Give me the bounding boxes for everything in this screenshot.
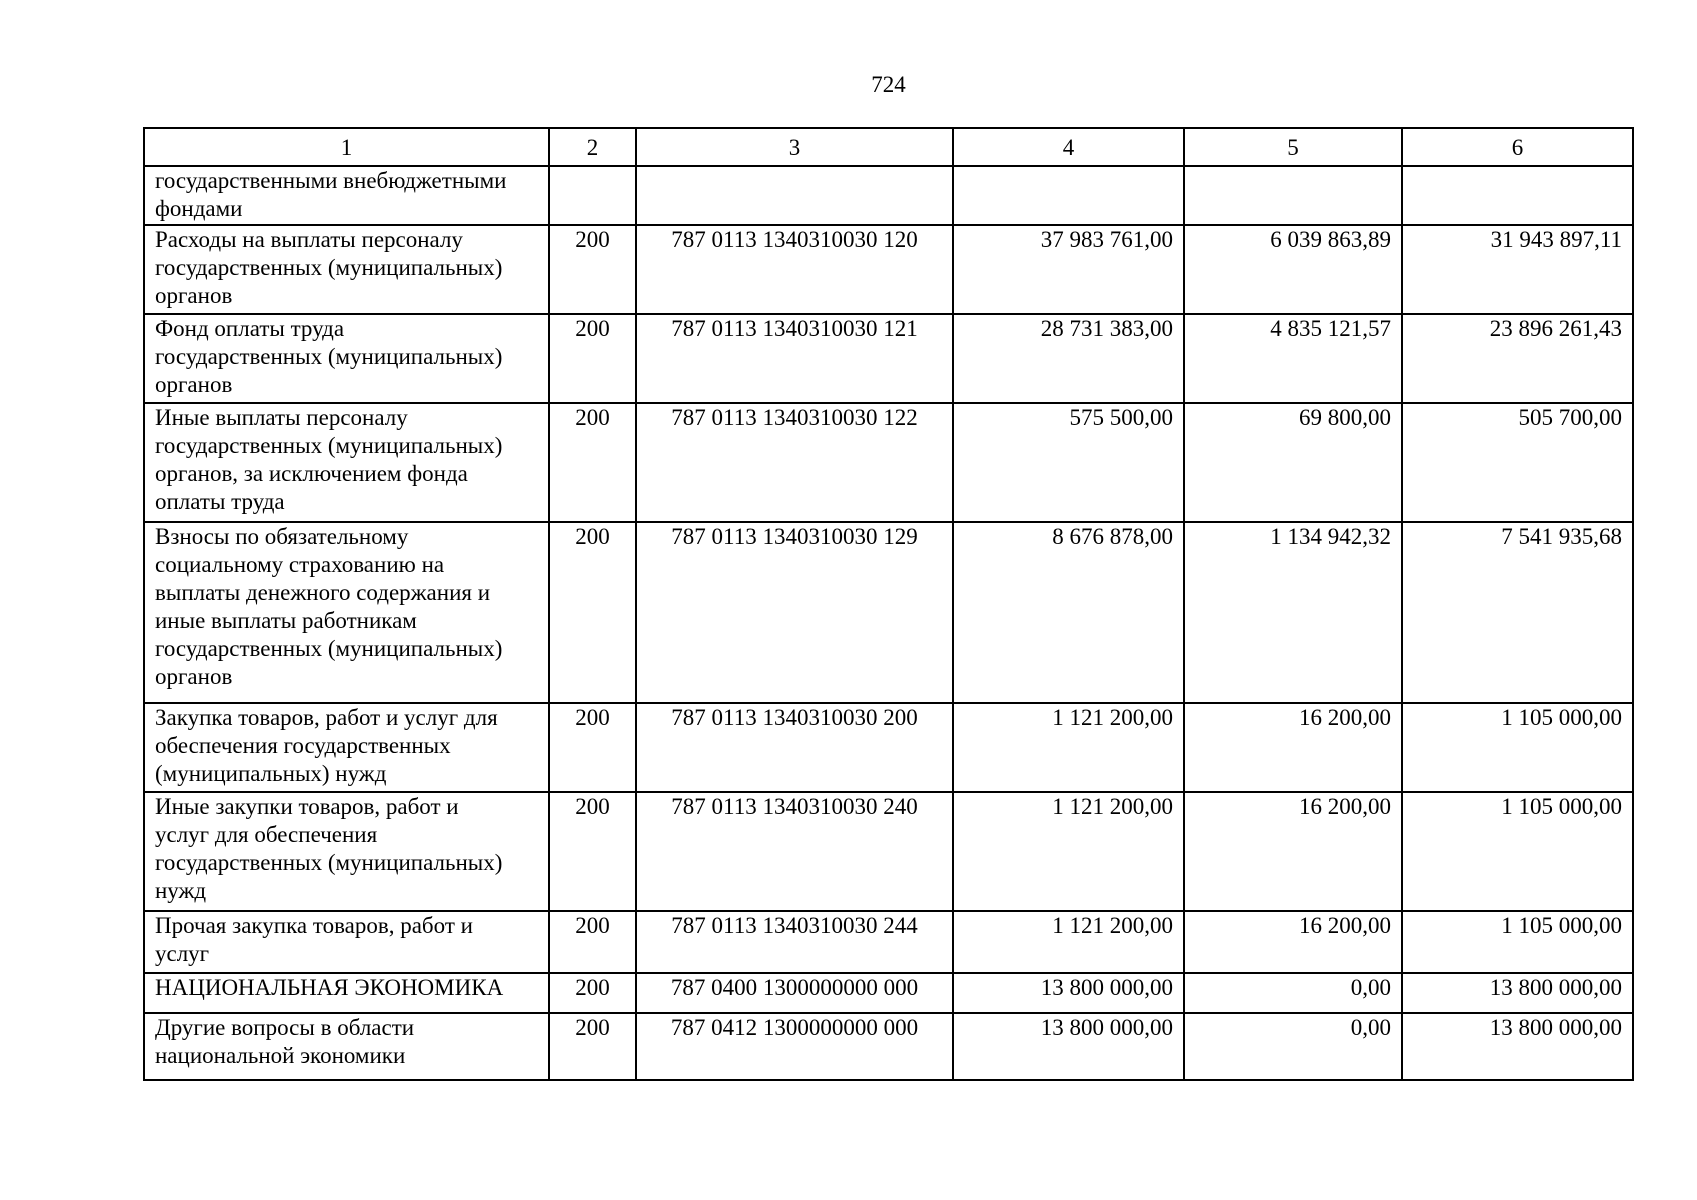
table-row [144, 792, 1633, 911]
row-executed-amount [1184, 166, 1402, 225]
row-name-cell [144, 911, 549, 973]
row-approved-amount: 28 731 383,00 [953, 314, 1184, 403]
row-line-code: 200 [549, 225, 636, 314]
row-unexecuted-amount: 505 700,00 [1402, 403, 1633, 522]
row-approved-amount: 575 500,00 [953, 403, 1184, 522]
table-row [144, 1013, 1633, 1080]
row-budget-code: 787 0113 1340310030 121 [636, 314, 953, 403]
row-executed-amount: 16 200,00 [1184, 792, 1402, 911]
budget-execution-table [143, 127, 1634, 1081]
table-row [144, 403, 1633, 522]
row-budget-code [636, 166, 953, 225]
row-approved-amount [953, 166, 1184, 225]
table-row [144, 166, 1633, 225]
row-line-code: 200 [549, 1013, 636, 1080]
column-header-3: 3 [636, 128, 953, 166]
row-name: Прочая закупка товаров, работ и услуг [155, 913, 473, 966]
row-unexecuted-amount [1402, 166, 1633, 225]
row-unexecuted-amount: 1 105 000,00 [1402, 911, 1633, 973]
row-approved-amount: 37 983 761,00 [953, 225, 1184, 314]
table-row [144, 911, 1633, 973]
row-line-code: 200 [549, 703, 636, 792]
row-approved-amount: 1 121 200,00 [953, 792, 1184, 911]
row-approved-amount: 13 800 000,00 [953, 973, 1184, 1013]
row-line-code [549, 166, 636, 225]
row-unexecuted-amount: 7 541 935,68 [1402, 522, 1633, 703]
row-executed-amount: 16 200,00 [1184, 911, 1402, 973]
table-header-row [144, 128, 1633, 166]
row-budget-code: 787 0400 1300000000 000 [636, 973, 953, 1013]
row-name: Расходы на выплаты персоналу государственных (муниципальных) органов [155, 227, 503, 308]
row-line-code: 200 [549, 973, 636, 1013]
row-budget-code: 787 0113 1340310030 240 [636, 792, 953, 911]
row-budget-code: 787 0113 1340310030 244 [636, 911, 953, 973]
row-unexecuted-amount: 1 105 000,00 [1402, 703, 1633, 792]
row-executed-amount: 0,00 [1184, 973, 1402, 1013]
row-approved-amount: 1 121 200,00 [953, 911, 1184, 973]
row-executed-amount: 6 039 863,89 [1184, 225, 1402, 314]
row-unexecuted-amount: 23 896 261,43 [1402, 314, 1633, 403]
table-row [144, 314, 1633, 403]
column-header-4: 4 [953, 128, 1184, 166]
row-executed-amount: 16 200,00 [1184, 703, 1402, 792]
row-executed-amount: 0,00 [1184, 1013, 1402, 1080]
row-name-cell [144, 703, 549, 792]
row-executed-amount: 69 800,00 [1184, 403, 1402, 522]
table-row [144, 225, 1633, 314]
row-line-code: 200 [549, 911, 636, 973]
row-name: НАЦИОНАЛЬНАЯ ЭКОНОМИКА [155, 975, 504, 1000]
row-budget-code: 787 0412 1300000000 000 [636, 1013, 953, 1080]
table-row [144, 703, 1633, 792]
row-name: Фонд оплаты труда государственных (муниципальных) органов [155, 316, 503, 397]
row-unexecuted-amount: 13 800 000,00 [1402, 1013, 1633, 1080]
column-header-2: 2 [549, 128, 636, 166]
row-name-cell [144, 225, 549, 314]
row-name-cell [144, 166, 549, 225]
column-header-6: 6 [1402, 128, 1633, 166]
column-header-1: 1 [144, 128, 549, 166]
row-line-code: 200 [549, 792, 636, 911]
row-name: Другие вопросы в области национальной экономики [155, 1015, 415, 1068]
column-header-5: 5 [1184, 128, 1402, 166]
row-line-code: 200 [549, 403, 636, 522]
row-name: Иные закупки товаров, работ и услуг для обеспечения государственных (муниципальных) нужд [155, 794, 503, 903]
row-budget-code: 787 0113 1340310030 129 [636, 522, 953, 703]
page-number: 724 [871, 72, 906, 97]
row-name-cell [144, 973, 549, 1013]
row-name-cell [144, 314, 549, 403]
row-unexecuted-amount: 1 105 000,00 [1402, 792, 1633, 911]
row-name-cell [144, 792, 549, 911]
row-name: государственными внебюджетными фондами [155, 168, 507, 221]
row-budget-code: 787 0113 1340310030 200 [636, 703, 953, 792]
row-line-code: 200 [549, 522, 636, 703]
row-name-cell [144, 522, 549, 703]
row-budget-code: 787 0113 1340310030 120 [636, 225, 953, 314]
row-name: Иные выплаты персоналу государственных (муниципальных) органов, за исключением фонда оплаты труда [155, 405, 503, 514]
table-row [144, 522, 1633, 703]
row-executed-amount: 4 835 121,57 [1184, 314, 1402, 403]
row-name: Закупка товаров, работ и услуг для обеспечения государственных (муниципальных) нужд [155, 705, 498, 786]
row-approved-amount: 1 121 200,00 [953, 703, 1184, 792]
row-approved-amount: 13 800 000,00 [953, 1013, 1184, 1080]
row-name-cell [144, 1013, 549, 1080]
row-approved-amount: 8 676 878,00 [953, 522, 1184, 703]
row-unexecuted-amount: 31 943 897,11 [1402, 225, 1633, 314]
row-executed-amount: 1 134 942,32 [1184, 522, 1402, 703]
table-row [144, 973, 1633, 1013]
row-budget-code: 787 0113 1340310030 122 [636, 403, 953, 522]
row-name: Взносы по обязательному социальному страхованию на выплаты денежного содержания и иные выплаты работникам государственных (муниципальных) органов [155, 524, 503, 689]
row-name-cell [144, 403, 549, 522]
row-line-code: 200 [549, 314, 636, 403]
row-unexecuted-amount: 13 800 000,00 [1402, 973, 1633, 1013]
